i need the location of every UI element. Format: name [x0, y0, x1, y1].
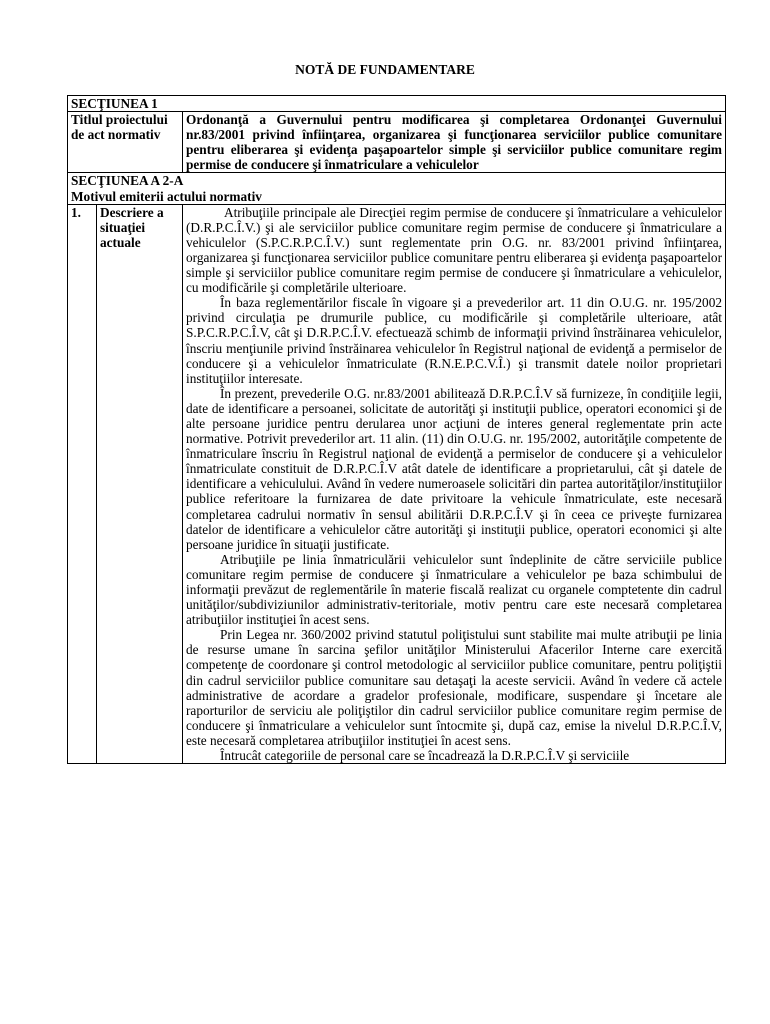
section1-title-row: [68, 112, 726, 173]
act-title-value: Ordonanţă a Guvernului pentru modificarea şi completarea Ordonanţei Guvernului nr.83/2001 privind înfiinţarea, organizarea şi funcţionarea serviciilor publice comunitare pentru eliberarea şi evidenţa paşapoartelor simple şi serviciilor publice comunitare regim permise de conducere şi înmatriculare a vehiculelor: [183, 112, 726, 173]
description-label: Descriere a situaţiei actuale: [97, 204, 183, 763]
fundamentare-table: [67, 95, 726, 764]
section2-subheading: Motivul emiterii actului normativ: [71, 188, 262, 204]
section1-heading: SECŢIUNEA 1: [68, 96, 726, 112]
paragraph: În baza reglementărilor fiscale în vigoare şi a prevederilor art. 11 din O.U.G. nr. 195/2002 privind circulaţia pe drumurile publice, cu modificările şi completările ulterioare, atât S.P.C.R.P.C.Î.V, cât şi D.R.P.C.Î.V. efectuează schimb de informaţii privind înstrăinarea vehiculelor, înscriu menţiunile privind înstrăinarea vehiculelor în Registrul naţional de evidenţă a permiselor de conducere şi a vehiculelor înmatriculate (R.N.E.P.C.V.Î.) şi transmit datele noilor proprietari instituţiilor interesate.: [186, 295, 722, 386]
paragraph: În prezent, prevederile O.G. nr.83/2001 abilitează D.R.P.C.Î.V să furnizeze, în condiţiile legii, date de identificare a persoanei, solicitate de autorităţi şi instituţii publice, operatori economici şi de alte persoane juridice pentru derularea unor acţiuni de interes general reglementate prin acte normative. Potrivit prevederilor art. 11 alin. (11) din O.U.G. nr. 195/2002, autorităţile competente de înmatriculare înscriu în Registrul naţional de evidenţă a permiselor de conducere şi a vehiculelor înmatriculate constituit de D.R.P.C.Î.V atât datele de identificare a proprietarului, cât şi datele de identificare a vehiculului. Având în vedere numeroasele solicitări din partea autorităţilor/instituţiilor publice referitoare la furnizarea de date privitoare la vehicule înmatriculate, este necesară completarea cadrului normativ în sensul abilitării D.R.P.C.Î.V şi în ceea ce priveşte furnizarea datelor de identificare a vehiculelor către autorităţi şi instituţii publice, operatori economici şi alte persoane juridice în situaţii justificate.: [186, 385, 722, 552]
description-row: [68, 204, 726, 763]
section2-heading: SECŢIUNEA A 2-A: [71, 173, 184, 189]
row-number: 1.: [68, 204, 97, 763]
description-body: [183, 204, 726, 763]
section2-heading-row: [68, 173, 726, 204]
document-title: NOTĂ DE FUNDAMENTARE: [295, 62, 475, 77]
section2-heading-cell: [68, 173, 726, 204]
paragraph: Atribuţiile principale ale Direcţiei regim permise de conducere şi înmatriculare a vehiculelor (D.R.P.C.Î.V.) şi ale serviciilor publice comunitare regim permise de conducere şi înmatriculare a vehiculelor (S.P.C.R.P.C.Î.V.) sunt reglementate prin O.G. nr. 83/2001 privind înfiinţarea, organizarea şi funcţionarea serviciilor publice comunitare pentru eliberarea şi evidenţa paşapoartelor simple şi serviciilor publice comunitare regim permise de conducere şi înmatriculare a vehiculelor, cu modificările şi completările ulterioare.: [186, 204, 722, 296]
paragraph: Întrucât categoriile de personal care se încadrează la D.R.P.C.Î.V şi serviciile: [220, 748, 630, 764]
paragraph: Prin Legea nr. 360/2002 privind statutul poliţistului sunt stabilite mai multe atribuţii pe linia de resurse umane în sarcina şefilor unităţilor Ministerului Afacerilor Interne care exercită competenţe de coordonare şi control metodologic al serviciilor publice comunitare, pentru poliţiştii din cadrul serviciilor publice comunitare sau detaşaţi la aceste servicii. Având în vedere că actele administrative de acordare a gradelor profesionale, modificare, suspendare şi încetare ale raporturilor de serviciu ale poliţiştilor din cadrul serviciilor publice comunitare regim permise de conducere şi înmatriculare a vehiculelor sunt întocmite şi, după caz, emise la nivelul D.R.P.C.Î.V, este necesară completarea atribuţiilor instituţiei în acest sens.: [186, 627, 722, 748]
section1-heading-row: [68, 96, 726, 112]
paragraph: Atribuţiile pe linia înmatriculării vehiculelor sunt îndeplinite de către serviciile publice comunitare regim permise de conducere şi înmatriculare a vehiculelor pe baza schimbului de informaţii prevăzut de reglementările în materie fiscală realizat cu organele comptetente din cadrul unităţilor/subdiviziunilor administrativ-teritoriale, motiv pentru care este necesară completarea atribuţiilor instituţiei în acest sens.: [186, 551, 722, 628]
act-title-label: Titlul proiectului de act normativ: [68, 112, 183, 173]
